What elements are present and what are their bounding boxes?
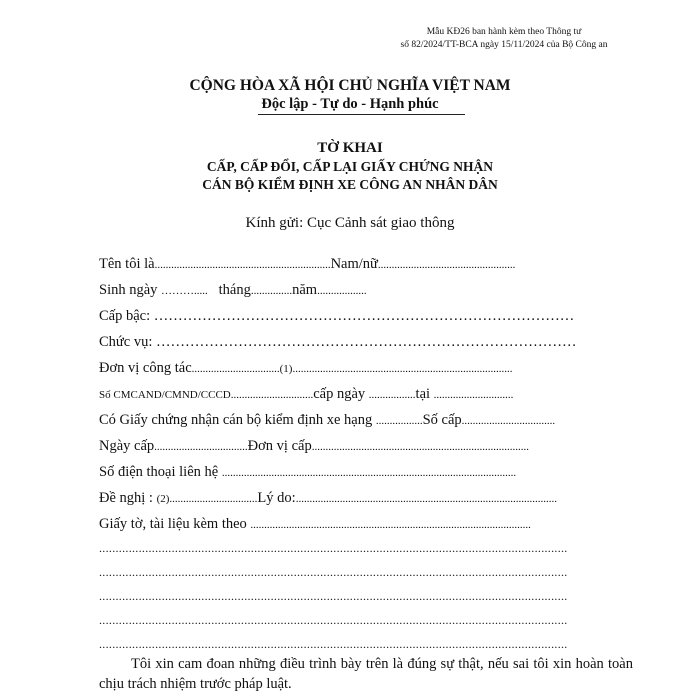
month-label: tháng: [218, 282, 251, 298]
phone-field[interactable]: ...........................................................................................................: [221, 467, 517, 479]
position-field[interactable]: ……………………………………………………………………………: [156, 334, 577, 350]
gender-field[interactable]: ..................................................: [377, 259, 516, 271]
certificate-number-label: Số cấp: [422, 412, 462, 428]
date-issued-label: Ngày cấp: [99, 438, 155, 454]
id-label: Số CMCAND/CMND/CCCD: [99, 389, 231, 401]
dob-label: Sinh ngày: [99, 282, 158, 298]
month-field[interactable]: ...............: [250, 285, 293, 297]
request-note: (2): [156, 493, 170, 505]
date-issued-field[interactable]: ..................................: [154, 441, 248, 453]
form-code-line-1: Mẫu KĐ26 ban hành kèm theo Thông tư: [426, 27, 582, 37]
certificate-class-field[interactable]: .................: [375, 415, 423, 427]
certificate-number-field[interactable]: ..................................: [461, 415, 556, 427]
form-title: TỜ KHAI: [317, 140, 383, 156]
issuer-field[interactable]: ...............................................................................: [311, 441, 529, 453]
motto-underline: [258, 114, 465, 115]
dob-day-field[interactable]: ……….....: [161, 285, 208, 297]
attachments-line-2[interactable]: ..............................................................................................................................................: [99, 565, 568, 579]
form-subtitle-line-1: CẤP, CẤP ĐỔI, CẤP LẠI GIẤY CHỨNG NHẬN: [206, 159, 494, 174]
unit-field-1[interactable]: ................................: [191, 363, 280, 375]
national-title: CỘNG HÒA XÃ HỘI CHỦ NGHĨA VIỆT NAM: [189, 77, 511, 94]
unit-field-2[interactable]: ................................................................................: [292, 363, 513, 375]
rank-label: Cấp bậc:: [99, 308, 151, 324]
dob-row: [99, 280, 631, 300]
commitment-text: Tôi xin cam đoan những điều trình bày trên là đúng sự thật, nếu sai tôi xin hoàn toàn chịu trách nhiệm trước pháp luật.: [99, 656, 633, 692]
form-code-line-2: số 82/2024/TT-BCA ngày 15/11/2024 của Bộ Công an: [400, 40, 608, 50]
year-label: năm: [292, 282, 318, 298]
gender-label: Nam/nữ: [330, 256, 378, 272]
rank-field[interactable]: ……………………………………………………………………………: [153, 308, 575, 324]
issue-place-field[interactable]: .............................: [433, 389, 514, 401]
position-label: Chức vụ:: [99, 334, 153, 350]
attachments-line-1[interactable]: ..............................................................................................................................................: [99, 541, 568, 555]
national-motto: Độc lập - Tự do - Hạnh phúc: [261, 96, 439, 112]
phone-row: [99, 462, 631, 482]
form-subtitle-line-2: CÁN BỘ KIỂM ĐỊNH XE CÔNG AN NHÂN DÂN: [202, 177, 498, 192]
id-row: [99, 384, 631, 404]
certificate-label: Có Giấy chứng nhận cán bộ kiểm định xe hạng: [99, 412, 373, 428]
attachments-label: Giấy tờ, tài liệu kèm theo: [99, 516, 247, 532]
name-label: Tên tôi là: [99, 256, 155, 272]
issuer-label: Đơn vị cấp: [247, 438, 312, 454]
attachments-line-4[interactable]: ..............................................................................................................................................: [99, 613, 568, 627]
at-label: tại: [415, 386, 431, 402]
attachments-field[interactable]: ......................................................................................................: [250, 519, 531, 531]
attachments-line-5[interactable]: ..............................................................................................................................................: [99, 637, 568, 651]
unit-row: [99, 358, 631, 378]
id-field[interactable]: ..............................: [230, 389, 314, 401]
form-code-note: [374, 26, 634, 52]
name-row: [99, 254, 631, 274]
phone-label: Số điện thoại liên hệ: [99, 464, 219, 480]
reason-field[interactable]: ...............................................................................................: [295, 493, 557, 505]
name-field[interactable]: ................................................................: [154, 259, 331, 271]
certificate-row: [99, 410, 631, 430]
rank-row: [99, 306, 631, 326]
request-label: Đề nghị :: [99, 490, 153, 506]
commitment-paragraph: [99, 654, 633, 694]
year-field[interactable]: ..................: [317, 285, 367, 297]
issuance-row: [99, 436, 631, 456]
reason-label: Lý do:: [257, 490, 296, 506]
issue-date-label: cấp ngày: [313, 386, 366, 402]
unit-note: (1): [279, 363, 293, 375]
attachments-row: [99, 514, 631, 534]
request-row: [99, 488, 631, 508]
request-field[interactable]: ................................: [169, 493, 258, 505]
attachments-line-3[interactable]: ..............................................................................................................................................: [99, 589, 568, 603]
recipient-line: Kính gửi: Cục Cảnh sát giao thông: [245, 215, 455, 231]
position-row: [99, 332, 631, 352]
issue-date-field[interactable]: .................: [368, 389, 416, 401]
unit-label: Đơn vị công tác: [99, 360, 192, 376]
